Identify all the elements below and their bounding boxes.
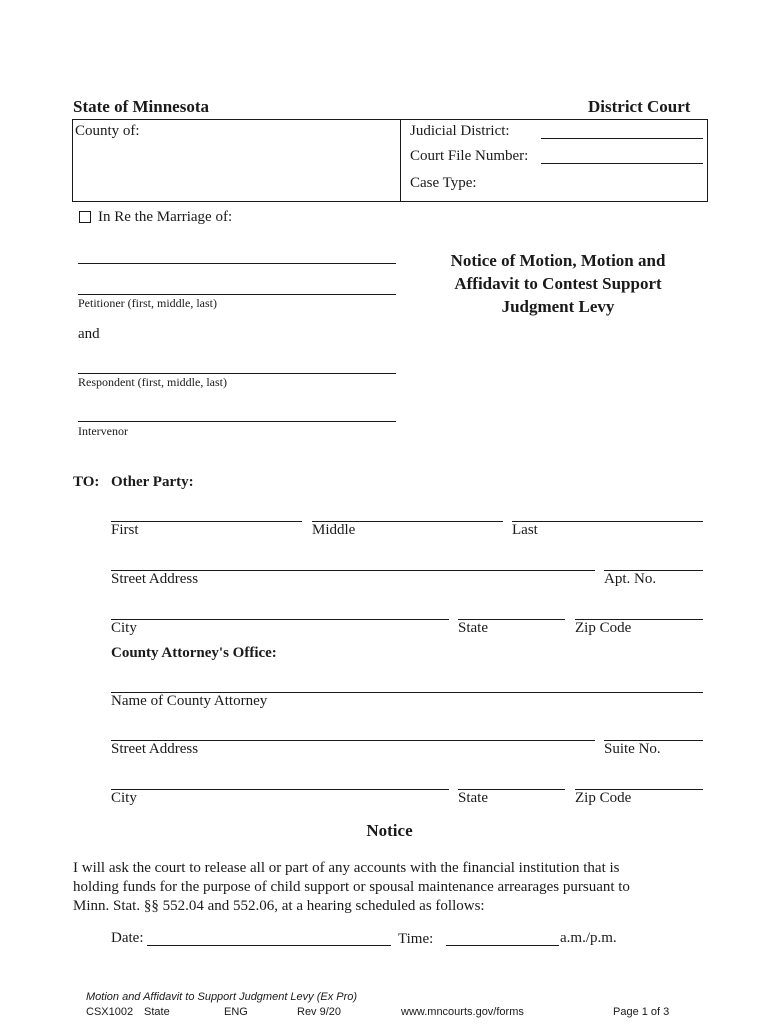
respondent-label: Respondent (first, middle, last): [78, 375, 227, 389]
county-field[interactable]: [75, 140, 393, 195]
apt-label: Apt. No.: [604, 571, 657, 587]
state-label: State: [458, 620, 488, 636]
attorney-zip-label: Zip Code: [575, 790, 632, 806]
zip-label: Zip Code: [575, 620, 632, 636]
court-file-number-field[interactable]: [541, 163, 703, 164]
county-attorney-name-label: Name of County Attorney: [111, 693, 268, 709]
footer-website[interactable]: www.mncourts.gov/forms: [401, 1006, 524, 1018]
footer-language: ENG: [224, 1006, 248, 1018]
last-label: Last: [512, 522, 538, 538]
footer-form-code: CSX1002: [86, 1006, 134, 1018]
footer-page-info: Page 1 of 3: [613, 1006, 670, 1018]
to-label: TO:: [73, 474, 100, 490]
attorney-street-label: Street Address: [111, 741, 199, 757]
document-title: [410, 249, 706, 318]
intervenor-line[interactable]: [78, 421, 396, 422]
and-text: and: [78, 326, 100, 342]
marriage-checkbox[interactable]: [79, 211, 91, 223]
title-line-2: Affidavit to Contest Support: [454, 274, 662, 293]
county-attorney-heading: County Attorney's Office:: [111, 645, 277, 661]
state-title: State of Minnesota: [73, 97, 209, 116]
title-line-1: Notice of Motion, Motion and: [450, 251, 666, 270]
title-line-3: Judgment Levy: [501, 297, 615, 316]
date-label: Date:: [111, 930, 144, 946]
date-field[interactable]: [147, 945, 391, 946]
attorney-state-label: State: [458, 790, 488, 806]
court-file-number-label: Court File Number:: [410, 148, 529, 164]
judicial-district-label: Judicial District:: [410, 123, 510, 139]
judicial-district-field[interactable]: [541, 138, 703, 139]
notice-paragraph: [73, 859, 630, 916]
intervenor-label: Intervenor: [78, 424, 128, 438]
case-info-divider: [400, 119, 401, 201]
time-label: Time:: [398, 931, 434, 947]
attorney-city-label: City: [111, 790, 137, 806]
middle-label: Middle: [312, 522, 356, 538]
marriage-label: In Re the Marriage of:: [98, 209, 233, 225]
last-name-field[interactable]: [512, 521, 703, 522]
street-address-label: Street Address: [111, 571, 199, 587]
attorney-city-field[interactable]: [111, 789, 449, 790]
case-type-label: Case Type:: [410, 175, 477, 191]
first-name-field[interactable]: [111, 521, 302, 522]
notice-line-3: Minn. Stat. §§ 552.04 and 552.06, at a hearing scheduled as follows:: [73, 898, 485, 914]
petitioner-label: Petitioner (first, middle, last): [78, 296, 217, 310]
court-title: District Court: [588, 97, 691, 116]
suite-label: Suite No.: [604, 741, 661, 757]
city-field[interactable]: [111, 619, 449, 620]
petitioner-line-1[interactable]: [78, 263, 396, 264]
notice-line-2: holding funds for the purpose of child support or spousal maintenance arrearages pursuant to: [73, 879, 630, 895]
footer-form-state: State: [144, 1006, 170, 1018]
time-field[interactable]: [446, 945, 559, 946]
other-party-label: Other Party:: [111, 474, 194, 490]
first-label: First: [111, 522, 139, 538]
notice-heading: Notice: [366, 821, 413, 840]
county-label: County of:: [75, 123, 140, 139]
petitioner-line-2[interactable]: [78, 294, 396, 295]
notice-line-1: I will ask the court to release all or part of any accounts with the financial institution that is: [73, 860, 620, 876]
ampm-label: a.m./p.m.: [560, 930, 617, 946]
city-label: City: [111, 620, 137, 636]
footer-revision: Rev 9/20: [297, 1006, 342, 1018]
footer-form-title: Motion and Affidavit to Support Judgment Levy (Ex Pro): [86, 991, 358, 1003]
respondent-line[interactable]: [78, 373, 396, 374]
